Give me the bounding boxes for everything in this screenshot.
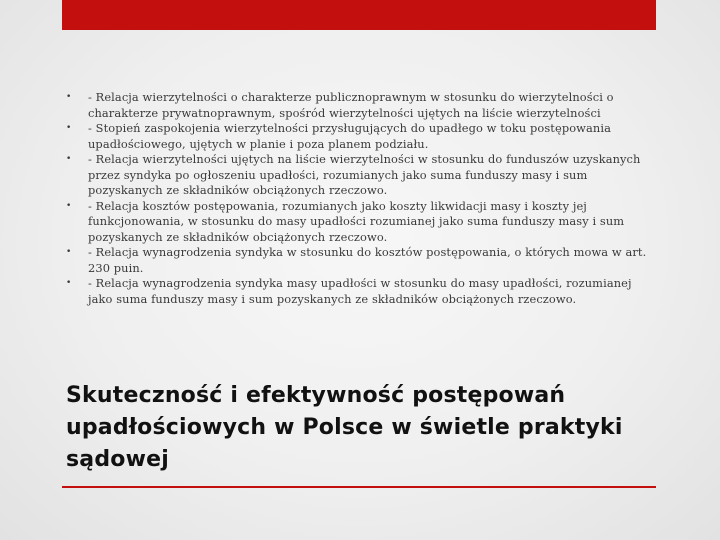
bullet-icon: •	[66, 247, 72, 257]
bullet-item	[66, 199, 656, 246]
bullet-item	[66, 152, 656, 199]
bullet-icon: •	[66, 278, 72, 288]
bullet-text: - Relacja wierzytelności ujętych na liście wierzytelności w stosunku do funduszów uzyskanych przez syndyka po ogłoszeniu upadłości, rozumianych jako suma funduszy masy i sum pozyskanych ze składników obciążonych rzeczowo.	[88, 152, 641, 197]
bullet-text: - Relacja wynagrodzenia syndyka w stosunku do kosztów postępowania, o których mowa w art. 230 puin.	[88, 245, 647, 275]
bullet-icon: •	[66, 123, 72, 133]
bullet-text: - Relacja wynagrodzenia syndyka masy upadłości w stosunku do masy upadłości, rozumianej jako suma funduszy masy i sum pozyskanych ze składników obciążonych rzeczowo.	[88, 276, 632, 306]
bullet-list	[66, 90, 656, 307]
bullet-item	[66, 276, 656, 307]
bullet-item	[66, 245, 656, 276]
title-underline	[62, 486, 656, 488]
bullet-icon: •	[66, 154, 72, 164]
slide-title: Skuteczność i efektywność postępowań upadłościowych w Polsce w świetle praktyki sądowej	[66, 383, 623, 472]
bullet-item	[66, 121, 656, 152]
bullet-icon: •	[66, 92, 72, 102]
bullet-text: - Relacja wierzytelności o charakterze publicznoprawnym w stosunku do wierzytelności o charakterze prywatnoprawnym, spośród wierzytelności ujętych na liście wierzytelności	[88, 90, 614, 120]
bullet-text: - Relacja kosztów postępowania, rozumianych jako koszty likwidacji masy i koszty jej funkcjonowania, w stosunku do masy upadłości rozumianej jako suma funduszy masy i sum pozyskanych ze składników obciążonych rzeczowo.	[88, 198, 625, 244]
bullet-text: - Stopień zaspokojenia wierzytelności przysługujących do upadłego w toku postępowania upadłościowego, ujętych w planie i poza planem podziału.	[88, 121, 611, 151]
bullet-icon: •	[66, 200, 72, 211]
top-accent-bar	[62, 0, 656, 30]
bullet-item	[66, 90, 656, 121]
